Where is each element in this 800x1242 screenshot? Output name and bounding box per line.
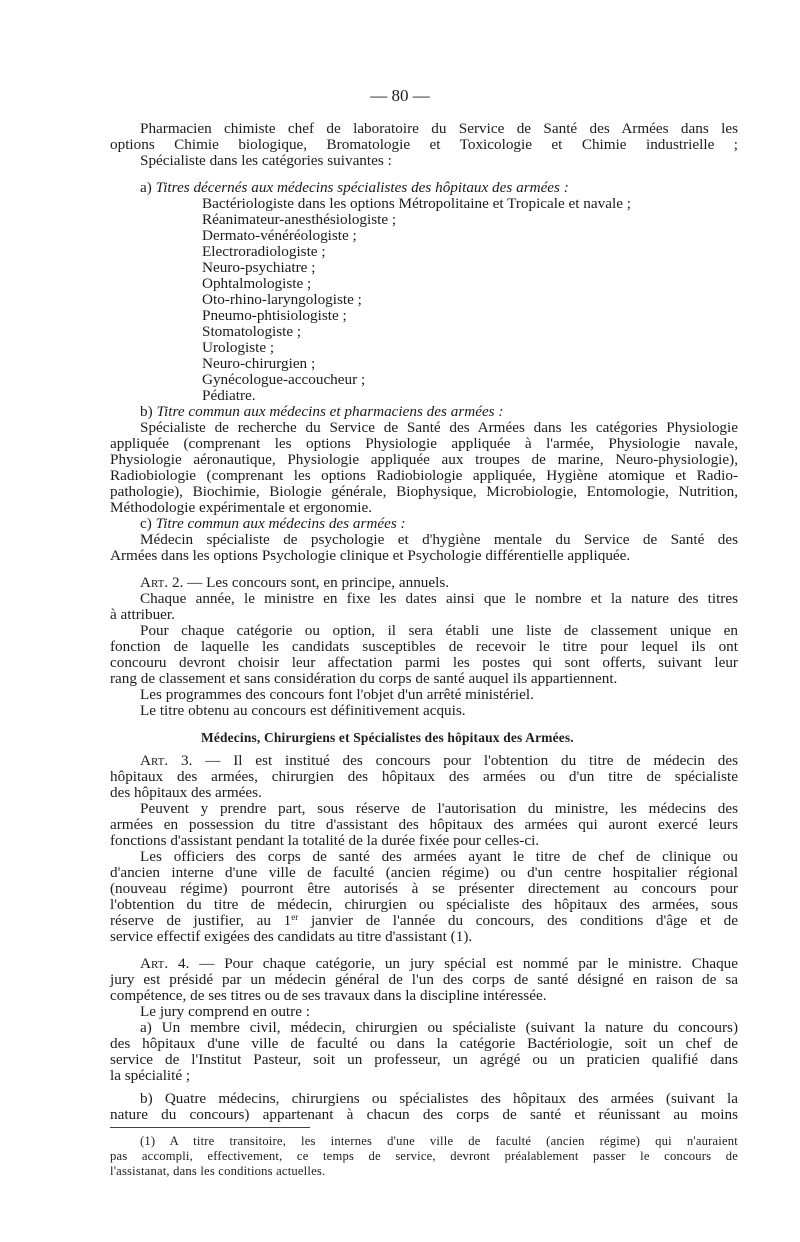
text-line — [140, 801, 738, 817]
superscript: er — [291, 912, 299, 922]
text-line — [110, 436, 738, 452]
text-line — [140, 180, 569, 196]
text-run: la spécialité ; — [110, 1067, 191, 1084]
text-run: Oto-rhino-laryngologiste ; — [202, 291, 362, 308]
text-run: Stomatologiste ; — [202, 323, 302, 340]
text-line — [201, 730, 574, 746]
text-line — [202, 292, 362, 308]
text-run: b) — [140, 403, 157, 420]
text-run: a) — [140, 179, 156, 196]
text-run: Spécialiste de recherche du Service de Santé des Armées dans les catégories Physiologie — [140, 419, 738, 436]
text-run: Pharmacien chimiste chef de laboratoire du Service de Santé des Armées dans les — [140, 120, 738, 137]
text-line — [202, 308, 347, 324]
text-line — [110, 865, 738, 881]
text-run: d'ancien interne d'une ville de faculté (ancien régime) ou d'un centre hospitalier régional — [110, 864, 738, 881]
text-line — [140, 532, 738, 548]
italic-heading: Titres décernés aux médecins spécialistes des hôpitaux des armées : — [155, 179, 569, 196]
text-line — [110, 1036, 738, 1052]
text-run: Pédiatre. — [202, 387, 256, 404]
text-run: c) — [140, 515, 156, 532]
text-run: Réanimateur-anesthésiologiste ; — [202, 211, 397, 228]
text-run: compétence, de ses titres ou de ses travaux dans la discipline intéressée. — [110, 987, 547, 1004]
text-line — [202, 388, 256, 404]
text-line — [110, 785, 262, 801]
text-line — [140, 849, 738, 865]
text-run: Ophtalmologiste ; — [202, 275, 312, 292]
text-run: Gynécologue-accoucheur ; — [202, 371, 366, 388]
text-run: Le titre obtenu au concours est définitivement acquis. — [140, 702, 466, 719]
text-run: Urologiste ; — [202, 339, 275, 356]
text-run: pathologie), Biochimie, Biologie générale, Biophysique, Microbiologie, Entomologie, Nutrition, — [110, 483, 738, 500]
text-line — [110, 484, 738, 500]
article-label: Art. — [140, 955, 169, 972]
text-line — [140, 404, 503, 420]
text-run: l'obtention du titre de médecin, chirurgien ou spécialiste des hôpitaux des armées, sous — [110, 896, 738, 913]
text-line — [140, 1004, 310, 1020]
text-run: réserve de justifier, au 1 — [110, 912, 292, 929]
footnote-line — [110, 1148, 738, 1164]
text-line — [202, 340, 274, 356]
text-line — [110, 1052, 738, 1068]
text-run: concouru devront choisir leur affectation parmi les postes qui sont offerts, suivant leur — [110, 654, 738, 671]
article-label: Art. — [140, 752, 169, 769]
text-line — [140, 420, 738, 436]
footnote-rule — [110, 1127, 310, 1128]
text-run: (1) A titre transitoire, les internes d'une ville de faculté (ancien régime) qui n'auraient — [140, 1134, 738, 1148]
page-number: — 80 — — [370, 86, 430, 105]
italic-heading: Titre commun aux médecins des armées : — [155, 515, 406, 532]
text-run: Dermato-vénéréologiste ; — [202, 227, 357, 244]
text-line — [110, 137, 738, 153]
text-line — [140, 1020, 738, 1036]
text-line — [140, 623, 738, 639]
text-line — [110, 655, 738, 671]
text-run: des hôpitaux d'une ville de faculté ou dans la catégorie Bactériologie, soit un chef de — [110, 1035, 738, 1052]
text-line — [140, 753, 738, 769]
text-run: hôpitaux des armées, chirurgien des hôpitaux des armées ou d'un titre de spécialiste — [110, 768, 738, 785]
text-run: Spécialiste dans les catégories suivantes : — [140, 152, 392, 169]
text-line — [202, 212, 396, 228]
text-run: à attribuer. — [110, 606, 175, 623]
text-run: service effectif exigées des candidats au titre d'assistant (1). — [110, 928, 473, 945]
text-line — [110, 500, 372, 516]
text-line — [202, 244, 326, 260]
article-label: Art. — [140, 574, 169, 591]
text-line — [110, 769, 738, 785]
text-run: des hôpitaux des armées. — [110, 784, 262, 801]
text-line — [110, 607, 175, 623]
text-run: Radiobiologie (comprenant les options Radiobiologie appliquée, Hygiène atomique et Radio- — [110, 467, 738, 484]
text-line — [110, 817, 738, 833]
text-run: l'assistanat, dans les conditions actuelles. — [110, 1164, 326, 1178]
text-line — [202, 260, 315, 276]
text-line — [140, 956, 738, 972]
text-run: 3. — Il est institué des concours pour l'obtention du titre de médecin des — [168, 752, 738, 769]
text-line — [110, 1107, 738, 1123]
text-run: jury est présidé par un médecin général de l'un des corps de santé désigné en raison de sa — [110, 971, 738, 988]
text-line — [110, 1068, 190, 1084]
text-run: fonctions d'assistant pendant la totalité de la durée fixée pour celles-ci. — [110, 832, 540, 849]
text-line — [140, 575, 449, 591]
text-run: Bactériologiste dans les options Métropolitaine et Tropicale et navale ; — [202, 195, 631, 212]
text-run: appliquée (comprenant les options Physiologie appliquée à l'armée, Physiologie navale, — [110, 435, 738, 452]
text-line — [110, 929, 472, 945]
text-line — [110, 671, 617, 687]
text-run: Armées dans les options Psychologie clinique et Psychologie différentielle appliquée. — [110, 547, 631, 564]
text-run: nature du concours) appartenant à chacun des corps de santé et réunissant au moins — [110, 1106, 738, 1123]
text-run: Pneumo-phtisiologiste ; — [202, 307, 347, 324]
text-line — [110, 881, 738, 897]
text-run: Méthodologie expérimentale et ergonomie. — [110, 499, 373, 516]
text-run: Neuro-chirurgien ; — [202, 355, 316, 372]
text-run: armées en possession du titre d'assistant des hôpitaux des armées qui auront exercé leurs — [110, 816, 738, 833]
text-run: 2. — Les concours sont, en principe, annuels. — [168, 574, 450, 591]
text-line — [140, 703, 466, 719]
text-run: a) Un membre civil, médecin, chirurgien ou spécialiste (suivant la nature du concours) — [140, 1019, 738, 1036]
text-line — [202, 324, 301, 340]
text-line — [110, 452, 738, 468]
text-run: Chaque année, le ministre en fixe les dates ainsi que le nombre et la nature des titres — [140, 590, 738, 607]
text-line — [110, 833, 539, 849]
text-line — [202, 276, 311, 292]
text-run: pas accompli, effectivement, ce temps de service, devront préalablement passer le concours de — [110, 1149, 738, 1163]
footnote-line — [140, 1133, 738, 1149]
text-line — [110, 988, 547, 1004]
text-run: Pour chaque catégorie ou option, il sera établi une liste de classement unique en — [140, 622, 738, 639]
text-run: Médecins, Chirurgiens et Spécialistes des hôpitaux des Armées. — [201, 730, 574, 745]
text-line — [140, 153, 392, 169]
text-run: Médecin spécialiste de psychologie et d'hygiène mentale du Service de Santé des — [140, 531, 738, 548]
text-line — [110, 897, 738, 913]
text-line — [202, 356, 315, 372]
text-line — [140, 687, 534, 703]
text-line — [202, 228, 357, 244]
text-line — [110, 913, 738, 929]
text-line — [140, 516, 406, 532]
text-run: Electroradiologiste ; — [202, 243, 326, 260]
text-run: 4. — Pour chaque catégorie, un jury spécial est nommé par le ministre. Chaque — [168, 955, 738, 972]
text-line — [202, 372, 365, 388]
text-run: options Chimie biologique, Bromatologie et Toxicologie et Chimie industrielle ; — [110, 136, 738, 153]
text-line — [140, 121, 738, 137]
text-run: rang de classement et sans considération du corps de santé auquel ils appartiennent. — [110, 670, 618, 687]
text-run: Les programmes des concours font l'objet d'un arrêté ministériel. — [140, 686, 534, 703]
text-run: Peuvent y prendre part, sous réserve de l'autorisation du ministre, les médecins des — [140, 800, 738, 817]
italic-heading: Titre commun aux médecins et pharmaciens des armées : — [156, 403, 504, 420]
text-run: Physiologie aéronautique, Physiologie appliquée aux troupes de marine, Neuro-physiologie), — [110, 451, 738, 468]
text-run: Les officiers des corps de santé des armées ayant le titre de chef de clinique ou — [140, 848, 738, 865]
text-line — [202, 196, 631, 212]
text-run: service de l'Institut Pasteur, soit un professeur, un agrégé ou un praticien qualifié dans — [110, 1051, 738, 1068]
footnote-line — [110, 1163, 325, 1179]
text-line — [110, 548, 630, 564]
text-run: Le jury comprend en outre : — [140, 1003, 310, 1020]
text-run: janvier de l'année du concours, des conditions d'âge et de — [298, 912, 738, 929]
text-run: b) Quatre médecins, chirurgiens ou spécialistes des hôpitaux des armées (suivant la — [140, 1090, 738, 1107]
text-line — [110, 639, 738, 655]
text-run: fonction de laquelle les candidats susceptibles de recevoir le titre pour lequel ils ont — [110, 638, 738, 655]
text-line — [140, 591, 738, 607]
text-run: Neuro-psychiatre ; — [202, 259, 316, 276]
text-run: (nouveau régime) pourront être autorisés à se présenter directement au concours pour — [110, 880, 738, 897]
text-line — [110, 468, 738, 484]
text-line — [110, 972, 738, 988]
text-line — [140, 1091, 738, 1107]
